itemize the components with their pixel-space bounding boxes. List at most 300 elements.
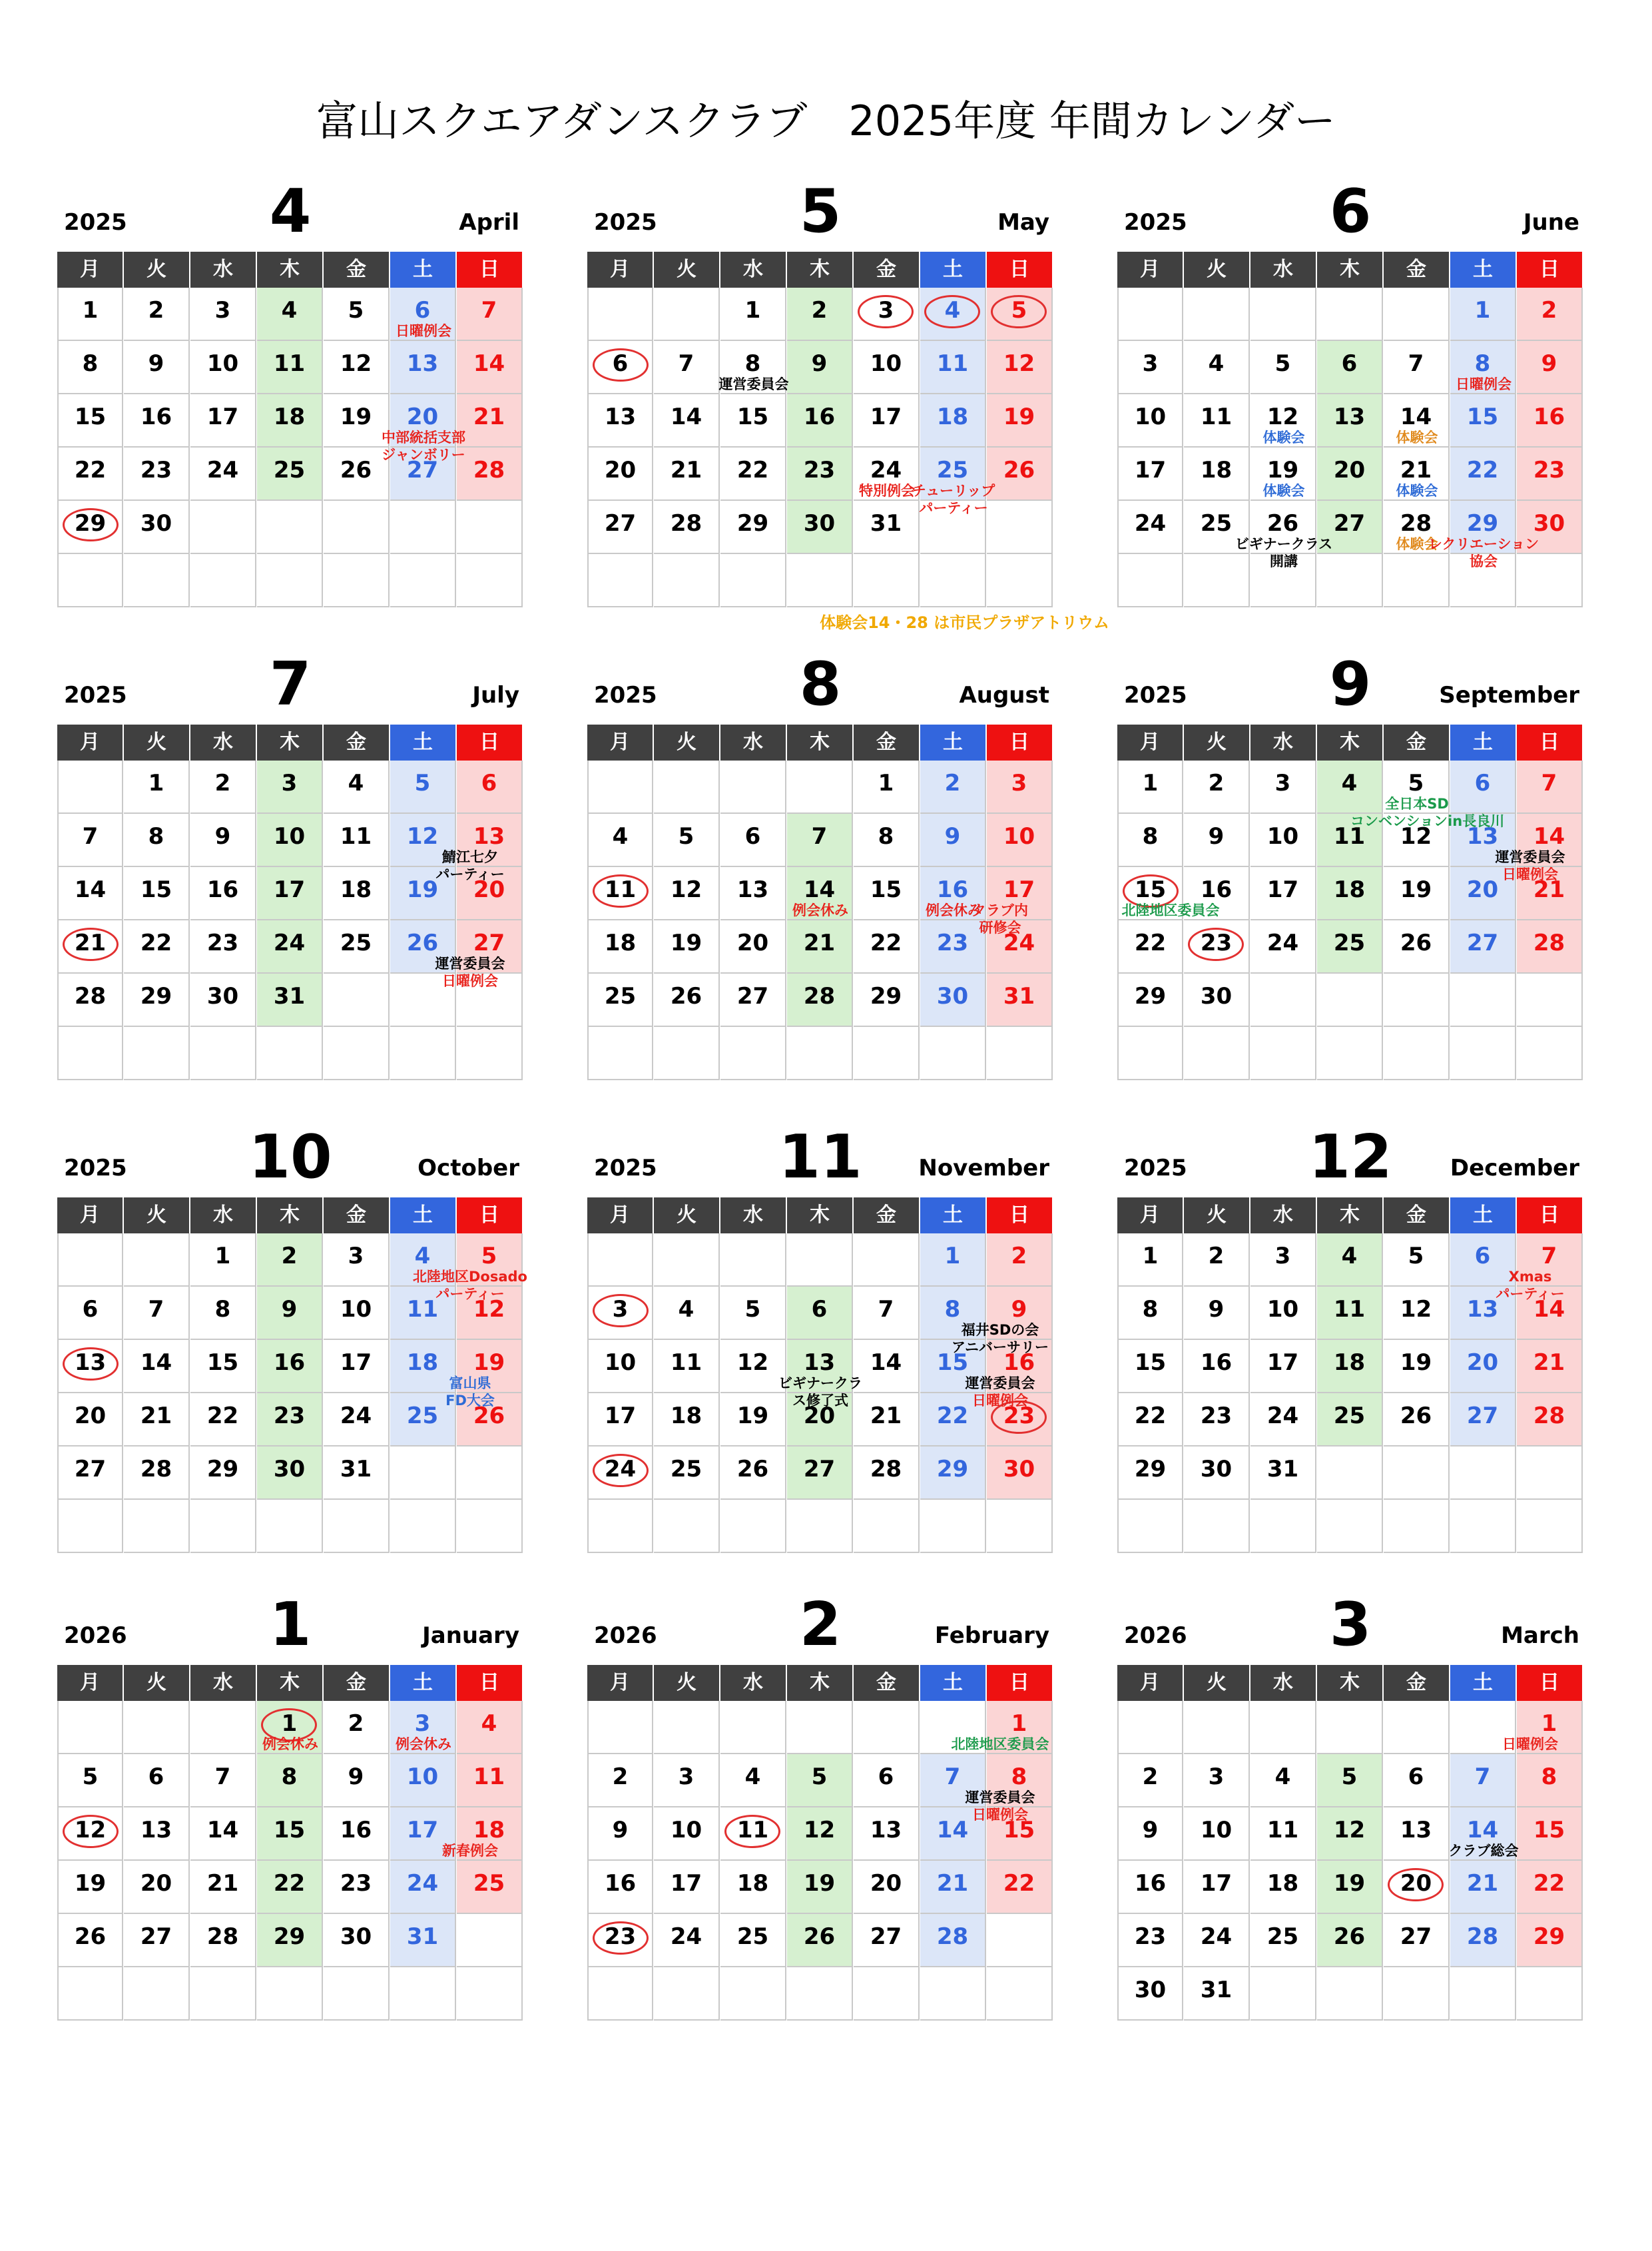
day-number: 2 <box>1142 1764 1159 1790</box>
day-number: 26 <box>670 983 702 1010</box>
day-cell <box>720 1701 786 1754</box>
day-cell <box>390 1914 456 1967</box>
event-note: 運営委員会 <box>1495 849 1565 865</box>
day-number: 3 <box>414 1710 431 1737</box>
weekday-header: 水 <box>720 1197 786 1233</box>
day-cell <box>1517 974 1583 1027</box>
day-cell <box>1384 1754 1450 1807</box>
day-cell <box>324 920 390 974</box>
day-cell <box>124 1754 190 1807</box>
day-number: 26 <box>803 1923 836 1950</box>
day-cell <box>57 1500 123 1553</box>
day-number: 26 <box>406 930 439 956</box>
day-cell <box>1184 1967 1250 2021</box>
day-cell <box>787 554 853 607</box>
weekday-header: 金 <box>854 725 919 761</box>
day-cell <box>1450 1861 1516 1914</box>
weekday-header: 金 <box>1384 1665 1449 1701</box>
event-note: 例会休み <box>926 902 981 918</box>
weekday-header: 月 <box>57 1665 123 1701</box>
day-cell <box>587 1027 653 1080</box>
day-cell <box>920 1233 986 1287</box>
event-note: チューリップ パーティー <box>912 483 995 516</box>
day-cell <box>720 1861 786 1914</box>
day-cell <box>654 501 720 554</box>
day-number: 4 <box>1341 1243 1358 1269</box>
day-number: 15 <box>936 1349 969 1376</box>
day-cell <box>324 1861 390 1914</box>
day-number: 30 <box>273 1456 306 1482</box>
month-header <box>1117 651 1583 718</box>
day-number: 26 <box>1003 457 1035 483</box>
day-cell <box>190 920 256 974</box>
day-number: 5 <box>1011 297 1027 324</box>
day-number: 3 <box>678 1764 694 1790</box>
day-cell <box>1250 1500 1316 1553</box>
weekday-header: 土 <box>920 252 985 288</box>
day-number: 20 <box>1466 1349 1499 1376</box>
day-cell <box>920 1914 986 1967</box>
day-cell <box>920 1447 986 1500</box>
event-note: 体験会 <box>1262 430 1305 446</box>
day-cell <box>920 341 986 394</box>
day-number: 1 <box>281 1710 298 1737</box>
month-february <box>587 1592 1053 2005</box>
day-cell <box>1250 288 1316 341</box>
weekday-header: 金 <box>1384 1197 1449 1233</box>
day-cell <box>190 1754 256 1807</box>
month-year: 2025 <box>64 1155 127 1181</box>
day-number: 23 <box>1200 1403 1233 1429</box>
day-cell <box>587 1754 653 1807</box>
day-cell <box>1317 1807 1383 1861</box>
event-note: 体験会 <box>1396 483 1438 499</box>
day-cell <box>1317 1233 1383 1287</box>
day-number: 2 <box>214 770 231 797</box>
day-cell <box>654 288 720 341</box>
day-number: 29 <box>1466 510 1499 537</box>
day-cell <box>1450 1340 1516 1393</box>
day-number: 8 <box>1142 823 1159 850</box>
day-number: 13 <box>803 1349 836 1376</box>
day-number: 9 <box>944 823 961 850</box>
day-number: 14 <box>206 1817 239 1843</box>
event-circle <box>593 1294 649 1327</box>
day-cell <box>1117 554 1183 607</box>
month-may <box>587 178 1053 591</box>
day-number: 8 <box>1142 1296 1159 1323</box>
event-note: 例会休み <box>792 902 848 918</box>
day-number: 10 <box>340 1296 372 1323</box>
weekday-header: 水 <box>1250 725 1316 761</box>
day-number: 10 <box>1003 823 1035 850</box>
event-note: 日曜例会 <box>442 973 498 989</box>
day-number: 18 <box>1200 457 1233 483</box>
day-cell <box>1184 1701 1250 1754</box>
day-cell <box>587 394 653 448</box>
event-note: 北陸地区委員会 <box>1121 902 1220 918</box>
day-number: 29 <box>1533 1923 1565 1950</box>
day-number: 22 <box>74 457 107 483</box>
day-number: 30 <box>1200 1456 1233 1482</box>
day-cell <box>57 1233 123 1287</box>
month-december <box>1117 1124 1583 1537</box>
day-cell <box>124 1861 190 1914</box>
event-circle <box>593 1921 649 1955</box>
day-cell <box>587 974 653 1027</box>
day-cell <box>1317 1967 1383 2021</box>
day-number: 4 <box>481 1710 497 1737</box>
day-cell <box>1250 1447 1316 1500</box>
day-number: 7 <box>481 297 497 324</box>
day-number: 21 <box>1533 1349 1565 1376</box>
month-year: 2025 <box>64 209 127 236</box>
day-number: 6 <box>744 823 761 850</box>
weekday-header: 月 <box>57 1197 123 1233</box>
day-number: 3 <box>1011 770 1027 797</box>
month-header <box>587 1592 1053 1658</box>
day-number: 24 <box>406 1870 439 1897</box>
day-cell <box>1317 1340 1383 1393</box>
day-number: 24 <box>604 1456 637 1482</box>
event-circle <box>63 1815 119 1848</box>
day-number: 25 <box>936 457 969 483</box>
day-cell <box>787 1233 853 1287</box>
day-cell <box>124 974 190 1027</box>
day-cell <box>1117 501 1183 554</box>
day-cell <box>1384 1500 1450 1553</box>
day-cell <box>587 1393 653 1447</box>
day-number: 10 <box>1266 1296 1299 1323</box>
day-number: 23 <box>340 1870 372 1897</box>
day-cell <box>1317 1754 1383 1807</box>
day-cell <box>324 1500 390 1553</box>
day-cell <box>587 1967 653 2021</box>
month-number: 10 <box>248 1122 332 1192</box>
day-cell <box>257 1754 323 1807</box>
day-cell <box>987 974 1053 1027</box>
day-number: 17 <box>273 876 306 903</box>
month-april <box>57 178 523 591</box>
day-number: 28 <box>74 983 107 1010</box>
day-cell <box>854 1701 920 1754</box>
weekday-header: 日 <box>457 252 522 288</box>
weekday-header: 水 <box>720 252 786 288</box>
weekday-header: 金 <box>324 725 389 761</box>
day-cell <box>457 1447 523 1500</box>
day-number: 14 <box>1533 1296 1565 1323</box>
day-cell <box>920 814 986 867</box>
day-cell <box>1517 394 1583 448</box>
day-number: 4 <box>414 1243 431 1269</box>
day-cell <box>1517 1393 1583 1447</box>
day-cell <box>587 814 653 867</box>
day-cell <box>190 1500 256 1553</box>
day-number: 5 <box>811 1764 828 1790</box>
day-number: 10 <box>273 823 306 850</box>
day-number: 8 <box>82 350 99 377</box>
day-cell <box>390 761 456 814</box>
day-number: 5 <box>414 770 431 797</box>
day-number: 27 <box>604 510 637 537</box>
day-number: 31 <box>406 1923 439 1950</box>
event-note: 北陸地区委員会 <box>951 1736 1049 1752</box>
day-number: 3 <box>348 1243 364 1269</box>
day-number: 14 <box>140 1349 172 1376</box>
day-number: 22 <box>140 930 172 956</box>
event-circle <box>63 1347 119 1381</box>
day-cell <box>720 761 786 814</box>
day-cell <box>124 1340 190 1393</box>
month-name-en: October <box>417 1155 519 1181</box>
day-number: 15 <box>74 404 107 430</box>
day-number: 4 <box>612 823 629 850</box>
day-number: 23 <box>936 930 969 956</box>
month-name-en: January <box>422 1622 519 1649</box>
day-cell <box>854 1287 920 1340</box>
day-cell <box>324 554 390 607</box>
day-cell <box>654 1914 720 1967</box>
day-cell <box>787 761 853 814</box>
day-number: 13 <box>473 823 505 850</box>
day-number: 16 <box>1134 1870 1167 1897</box>
day-number: 15 <box>1533 1817 1565 1843</box>
day-number: 8 <box>1011 1764 1027 1790</box>
day-cell <box>787 501 853 554</box>
weekday-header: 水 <box>190 725 256 761</box>
day-number: 11 <box>273 350 306 377</box>
day-cell <box>987 554 1053 607</box>
day-number: 27 <box>74 1456 107 1482</box>
day-number: 21 <box>206 1870 239 1897</box>
day-number: 4 <box>944 297 961 324</box>
day-number: 18 <box>473 1817 505 1843</box>
day-number: 7 <box>944 1764 961 1790</box>
day-number: 29 <box>736 510 769 537</box>
day-cell <box>1317 920 1383 974</box>
day-cell <box>1184 1914 1250 1967</box>
day-cell <box>1184 761 1250 814</box>
weekday-header: 日 <box>1517 1197 1582 1233</box>
day-cell <box>257 288 323 341</box>
day-cell <box>1517 1914 1583 1967</box>
day-cell <box>190 1914 256 1967</box>
day-number: 30 <box>1200 983 1233 1010</box>
day-number: 1 <box>1011 1710 1027 1737</box>
day-cell <box>1250 341 1316 394</box>
weekday-header: 木 <box>257 1197 322 1233</box>
day-number: 23 <box>140 457 172 483</box>
day-number: 12 <box>1266 404 1299 430</box>
day-cell <box>457 501 523 554</box>
month-number: 3 <box>1329 1590 1372 1660</box>
day-number: 16 <box>936 876 969 903</box>
weekday-header: 日 <box>457 1665 522 1701</box>
day-number: 13 <box>1466 823 1499 850</box>
month-year: 2025 <box>594 209 657 236</box>
weekday-header: 日 <box>1517 725 1582 761</box>
day-number: 22 <box>1533 1870 1565 1897</box>
day-number: 21 <box>74 930 107 956</box>
day-cell <box>1384 1447 1450 1500</box>
day-number: 21 <box>670 457 702 483</box>
day-number: 27 <box>140 1923 172 1950</box>
event-note: 新春例会 <box>442 1843 498 1859</box>
day-number: 27 <box>1466 930 1499 956</box>
day-cell <box>324 1754 390 1807</box>
day-number: 11 <box>473 1764 505 1790</box>
day-number: 29 <box>1134 983 1167 1010</box>
weekday-header: 土 <box>920 1197 985 1233</box>
day-number: 23 <box>206 930 239 956</box>
weekday-header: 土 <box>1450 252 1515 288</box>
day-cell <box>587 1500 653 1553</box>
day-number: 22 <box>1466 457 1499 483</box>
day-number: 8 <box>148 823 164 850</box>
month-header <box>587 651 1053 718</box>
day-number: 29 <box>74 510 107 537</box>
day-cell <box>257 1233 323 1287</box>
event-note: 体験会 <box>1262 483 1305 499</box>
day-number: 6 <box>1408 1764 1424 1790</box>
weekday-header: 木 <box>787 1665 852 1701</box>
day-cell <box>124 1393 190 1447</box>
weekday-header: 水 <box>720 1665 786 1701</box>
month-number: 12 <box>1308 1122 1392 1192</box>
day-number: 22 <box>1134 1403 1167 1429</box>
day-number: 1 <box>1142 1243 1159 1269</box>
day-number: 28 <box>870 1456 902 1482</box>
day-number: 24 <box>1266 930 1299 956</box>
day-number: 19 <box>1400 876 1432 903</box>
day-number: 23 <box>1134 1923 1167 1950</box>
day-number: 29 <box>273 1923 306 1950</box>
day-number: 8 <box>744 350 761 377</box>
day-number: 19 <box>1266 457 1299 483</box>
day-cell <box>654 1027 720 1080</box>
day-cell <box>1184 1233 1250 1287</box>
day-number: 10 <box>870 350 902 377</box>
weekday-header: 金 <box>854 1197 919 1233</box>
day-cell <box>190 814 256 867</box>
day-number: 9 <box>811 350 828 377</box>
month-year: 2025 <box>1124 209 1187 236</box>
day-number: 14 <box>870 1349 902 1376</box>
weekday-header: 日 <box>457 725 522 761</box>
event-note: 運営委員会 <box>718 376 789 392</box>
day-number: 25 <box>736 1923 769 1950</box>
day-cell <box>457 341 523 394</box>
weekday-header: 月 <box>587 1665 653 1701</box>
day-number: 29 <box>936 1456 969 1482</box>
day-cell <box>720 448 786 501</box>
day-cell <box>654 974 720 1027</box>
day-cell <box>1250 814 1316 867</box>
day-number: 22 <box>870 930 902 956</box>
event-circle <box>63 508 119 541</box>
day-number: 13 <box>1333 404 1366 430</box>
page-title: 富山スクエアダンスクラブ 2025年度 年間カレンダー <box>316 97 1336 145</box>
day-number: 27 <box>1466 1403 1499 1429</box>
day-number: 4 <box>348 770 364 797</box>
day-number: 11 <box>736 1817 769 1843</box>
day-number: 13 <box>74 1349 107 1376</box>
weekday-header: 水 <box>1250 252 1316 288</box>
day-number: 13 <box>1400 1817 1432 1843</box>
day-number: 15 <box>1134 876 1167 903</box>
day-cell <box>1250 1807 1316 1861</box>
day-cell <box>1184 920 1250 974</box>
day-cell <box>1317 1500 1383 1553</box>
day-number: 17 <box>870 404 902 430</box>
day-cell <box>920 974 986 1027</box>
day-cell <box>654 554 720 607</box>
month-number: 11 <box>778 1122 862 1192</box>
day-cell <box>124 1967 190 2021</box>
day-number: 21 <box>803 930 836 956</box>
day-number: 19 <box>473 1349 505 1376</box>
day-cell <box>1317 974 1383 1027</box>
day-number: 6 <box>1474 770 1491 797</box>
day-cell <box>190 288 256 341</box>
day-number: 18 <box>936 404 969 430</box>
day-number: 25 <box>340 930 372 956</box>
day-cell <box>457 1914 523 1967</box>
day-cell <box>1117 1233 1183 1287</box>
month-header <box>57 178 523 245</box>
day-number: 4 <box>744 1764 761 1790</box>
weekday-header: 水 <box>1250 1665 1316 1701</box>
event-note: ビギナークラス 開講 <box>1235 536 1333 569</box>
day-number: 21 <box>1533 876 1565 903</box>
day-cell <box>57 394 123 448</box>
day-cell <box>1117 1447 1183 1500</box>
weekday-header: 月 <box>57 252 123 288</box>
day-cell <box>654 814 720 867</box>
weekday-header: 土 <box>390 252 455 288</box>
day-number: 21 <box>473 404 505 430</box>
day-cell <box>1250 1233 1316 1287</box>
event-note: 体験会 <box>1396 536 1438 552</box>
day-cell <box>57 761 123 814</box>
day-number: 3 <box>281 770 298 797</box>
day-cell <box>257 1861 323 1914</box>
day-number: 6 <box>148 1764 164 1790</box>
day-number: 20 <box>473 876 505 903</box>
day-number: 1 <box>1541 1710 1557 1737</box>
weekday-header: 木 <box>1317 1665 1382 1701</box>
day-number: 9 <box>281 1296 298 1323</box>
day-cell <box>720 288 786 341</box>
month-name-en: December <box>1450 1155 1579 1181</box>
day-number: 28 <box>206 1923 239 1950</box>
day-cell <box>1117 341 1183 394</box>
day-cell <box>1450 288 1516 341</box>
day-cell <box>1250 1287 1316 1340</box>
day-cell <box>720 1233 786 1287</box>
day-number: 11 <box>1333 823 1366 850</box>
day-number: 15 <box>206 1349 239 1376</box>
day-number: 20 <box>74 1403 107 1429</box>
day-number: 2 <box>1541 297 1557 324</box>
weekday-header: 月 <box>587 1197 653 1233</box>
day-cell <box>190 1233 256 1287</box>
day-cell <box>1184 974 1250 1027</box>
day-number: 26 <box>1266 510 1299 537</box>
day-number: 25 <box>1200 510 1233 537</box>
month-year: 2025 <box>1124 682 1187 709</box>
day-number: 7 <box>148 1296 164 1323</box>
